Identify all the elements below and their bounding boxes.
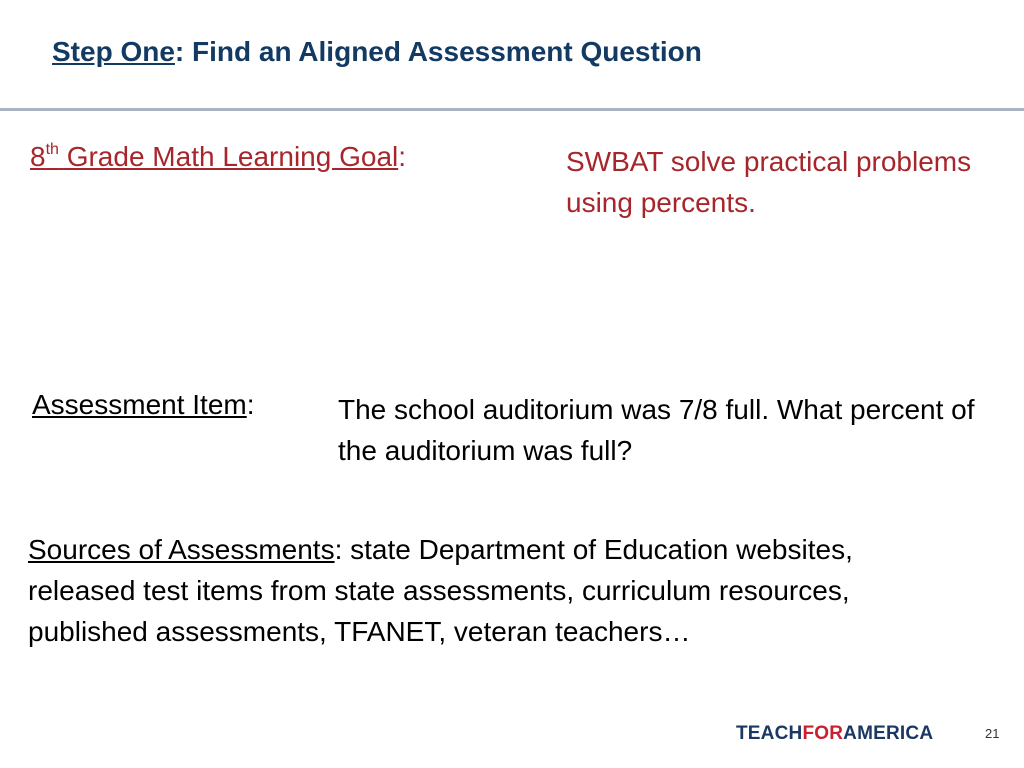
page-number: 21 (985, 726, 1000, 741)
learning-goal-label-text: Grade Math Learning Goal (58, 141, 399, 172)
title-divider (0, 108, 1024, 111)
teach-for-america-logo (736, 723, 933, 745)
logo-america: AMERICA (843, 723, 934, 744)
learning-goal-label (30, 141, 406, 173)
sources-paragraph (28, 529, 928, 652)
assessment-item-label (32, 389, 255, 421)
grade-superscript: th (45, 141, 59, 158)
slide-title (52, 36, 702, 68)
learning-goal-label-colon: : (398, 141, 407, 172)
slide-title-rest: : Find an Aligned Assessment Question (174, 36, 702, 67)
logo-for: FOR (802, 723, 844, 744)
learning-goal-label-underlined (30, 141, 398, 172)
assessment-item-label-colon: : (246, 389, 255, 420)
assessment-item-text: The school auditorium was 7/8 full. What percent of the auditorium was full? (338, 394, 975, 466)
sources-text: : state Department of Education websites, released test items from state assessments, curriculum resources, published assessments, TFANET, veteran teachers… (28, 534, 853, 647)
learning-goal-text: SWBAT solve practical problems using percents. (566, 146, 972, 218)
sources-label: Sources of Assessments (28, 534, 335, 565)
grade-number: 8 (30, 141, 46, 172)
slide-title-step: Step One (52, 36, 175, 67)
logo-teach: TEACH (736, 723, 803, 744)
assessment-item-label-text: Assessment Item (32, 389, 247, 420)
